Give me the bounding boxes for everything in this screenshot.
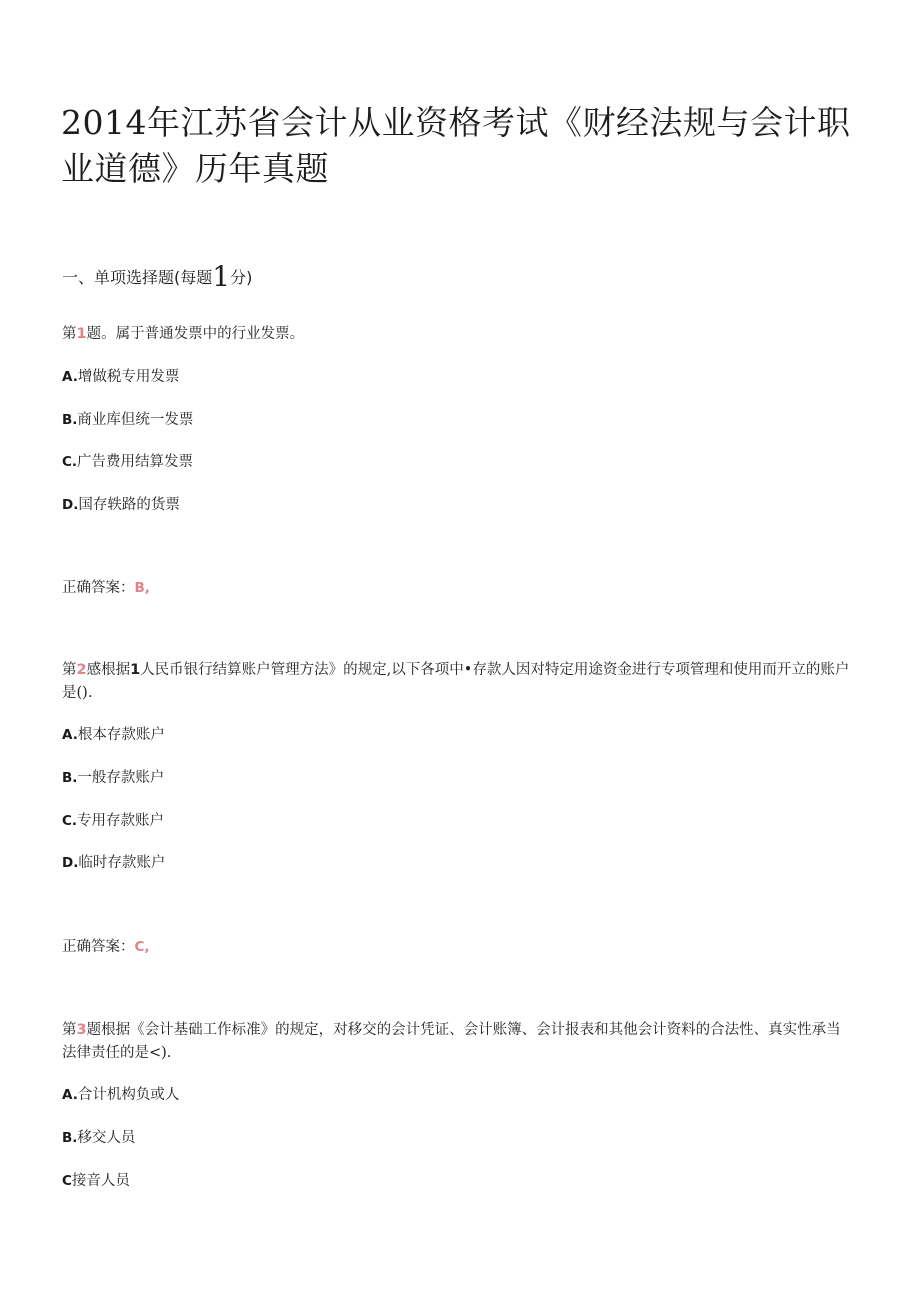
option-letter: A. bbox=[62, 369, 78, 385]
option-text: 合计机构负或人 bbox=[77, 1087, 180, 1103]
answer-label: 正确答案： bbox=[62, 939, 135, 955]
option-text: 商业库但统一发票 bbox=[77, 412, 194, 428]
question-number: 2 bbox=[76, 662, 87, 678]
option-text: 广告费用结算发票 bbox=[77, 454, 194, 470]
option-letter: A. bbox=[62, 727, 78, 743]
question-2-text bbox=[62, 659, 852, 705]
option-text: 国存轶路的货票 bbox=[78, 497, 180, 513]
option-letter: A. bbox=[62, 1087, 78, 1103]
option-letter: D. bbox=[62, 855, 79, 871]
question-2-answer bbox=[62, 936, 150, 958]
section-heading-suffix: 分) bbox=[230, 268, 253, 287]
option-letter: C. bbox=[62, 813, 78, 829]
question-number: 1 bbox=[76, 326, 87, 342]
option-letter: B. bbox=[62, 770, 78, 786]
answer-value: B, bbox=[134, 580, 150, 596]
option-text: 移交人员 bbox=[77, 1130, 136, 1146]
question-prefix: 第 bbox=[62, 662, 77, 678]
question-1-answer bbox=[62, 577, 150, 599]
option-text: 增做税专用发票 bbox=[77, 369, 180, 385]
option-letter: D. bbox=[62, 497, 79, 513]
question-2-option-d bbox=[62, 852, 165, 874]
question-body-part1: 感根据 bbox=[86, 662, 131, 678]
option-letter: C. bbox=[62, 454, 78, 470]
option-letter: B. bbox=[62, 412, 78, 428]
question-1-option-c bbox=[62, 451, 193, 473]
question-body-bold: 1 bbox=[130, 662, 141, 678]
option-text: 临时存款账户 bbox=[78, 855, 166, 871]
document-title: 2014年江苏省会计从业资格考试《财经法规与会计职业道德》历年真题 bbox=[61, 103, 851, 188]
question-prefix: 第 bbox=[62, 326, 77, 342]
question-3-option-a bbox=[62, 1084, 179, 1106]
option-text: 接音人员 bbox=[71, 1173, 130, 1189]
question-3-option-b bbox=[62, 1127, 135, 1149]
answer-label: 正确答案： bbox=[62, 580, 135, 596]
option-letter: C bbox=[62, 1173, 72, 1189]
option-text: 专用存款账户 bbox=[77, 813, 165, 829]
question-1-option-a bbox=[62, 366, 179, 388]
section-heading-number: 1 bbox=[212, 260, 231, 293]
question-prefix: 第 bbox=[62, 1022, 77, 1038]
question-3-text bbox=[62, 1019, 852, 1065]
question-1-option-d bbox=[62, 494, 180, 516]
question-body: 题。属于普通发票中的行业发票。 bbox=[86, 326, 305, 342]
answer-value: C, bbox=[134, 939, 150, 955]
option-text: 一般存款账户 bbox=[77, 770, 165, 786]
question-2-option-c bbox=[62, 810, 164, 832]
question-body-part2: 人民币银行结算账户管理方法》的规定,以下各项中•存款人因对特定用途资金进行专项管理和使用而开立的账户是(). bbox=[62, 662, 850, 701]
question-1-option-b bbox=[62, 409, 193, 431]
section-heading bbox=[62, 262, 252, 293]
section-heading-prefix: 一、单项选择题(每题 bbox=[62, 268, 213, 287]
question-1-text bbox=[62, 323, 852, 346]
question-2-option-a bbox=[62, 724, 165, 746]
option-text: 根本存款账户 bbox=[77, 727, 165, 743]
option-letter: B. bbox=[62, 1130, 78, 1146]
question-number: 3 bbox=[76, 1022, 87, 1038]
question-3-option-c bbox=[62, 1170, 130, 1192]
question-2-option-b bbox=[62, 767, 164, 789]
question-body: 题根据《会计基础工作标准》的规定，对移交的会计凭证、会计账簿、会计报表和其他会计资料的合法性、真实性承当法律责任的是<). bbox=[62, 1022, 841, 1061]
